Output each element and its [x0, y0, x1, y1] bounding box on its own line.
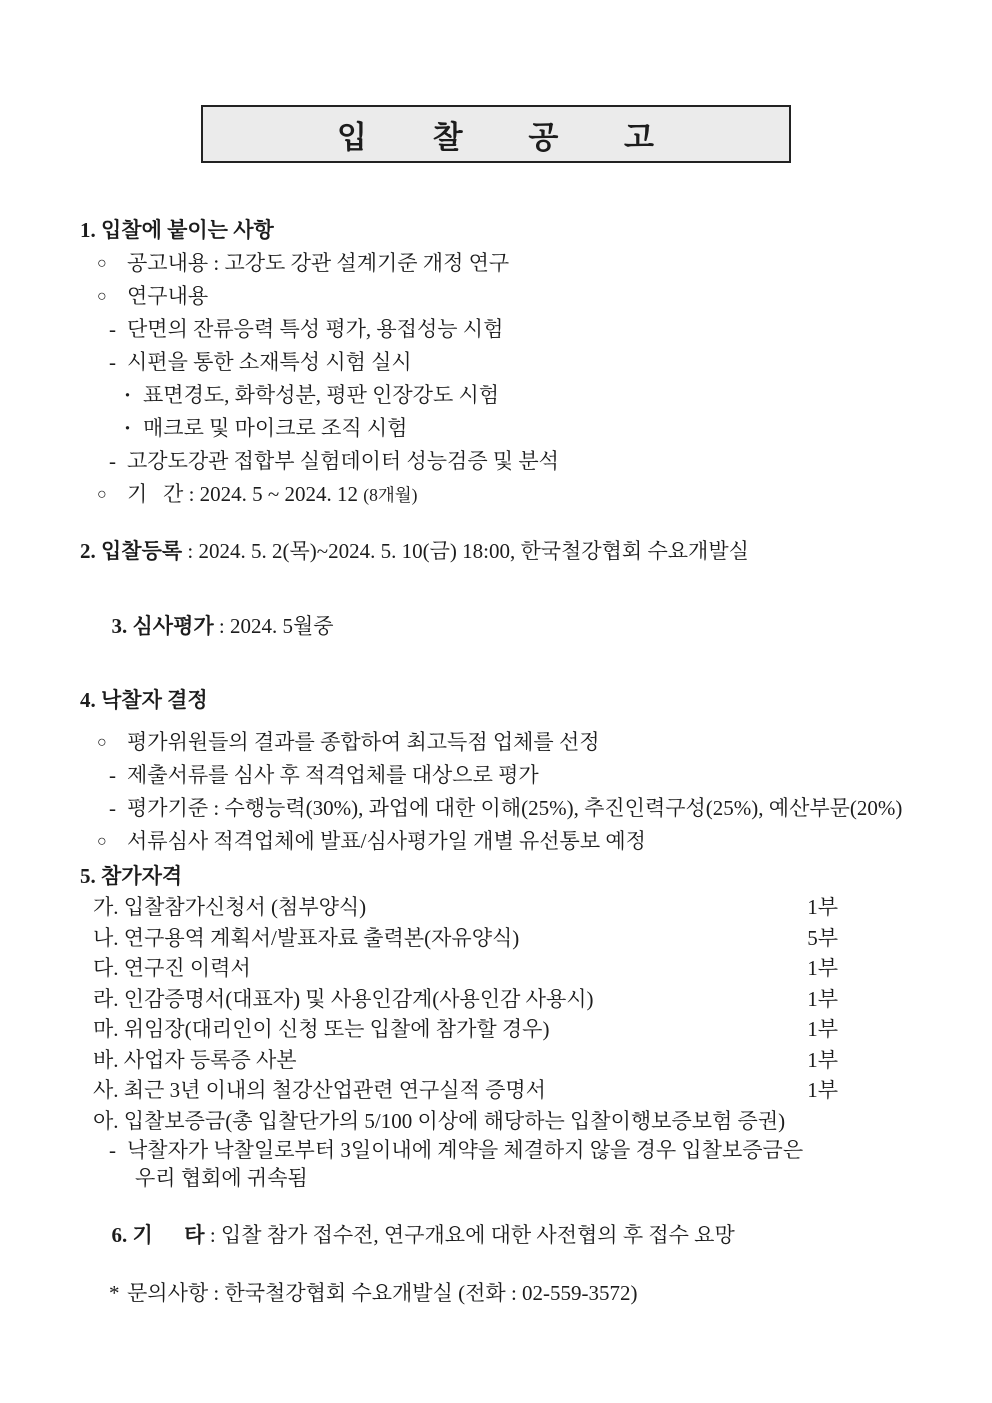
list-item — [80, 478, 936, 512]
requirement-count: 1부 — [807, 895, 838, 919]
requirement-row — [80, 892, 838, 923]
list-item — [80, 726, 936, 759]
requirement-label: 아. 입찰보증금(총 입찰단가의 5/100 이상에 해당하는 입찰이행보증보험 증권) — [93, 1108, 786, 1133]
list-item — [80, 412, 936, 445]
dash-bullet: - — [109, 763, 116, 787]
requirement-label: 나. 연구용역 계획서/발표자료 출력본(자유양식) — [93, 925, 520, 950]
requirement-count: 5부 — [807, 925, 838, 950]
requirement-label: 다. 연구진 이력서 — [93, 956, 251, 980]
deposit-note-line-2: 우리 협회에 귀속됨 — [135, 1166, 308, 1190]
contact-note-text: 문의사항 : 한국철강협회 수요개발실 (전화 : 02-559-3572) — [127, 1281, 638, 1305]
requirement-row — [80, 1106, 838, 1137]
list-item-text: 매크로 및 마이크로 조직 시험 — [143, 416, 408, 440]
list-item-text: 공고내용 : 고강도 강관 설계기준 개정 연구 — [127, 251, 510, 275]
list-item — [80, 247, 936, 280]
separator: : — [204, 1223, 221, 1247]
separator: : — [213, 614, 230, 638]
section-6-line — [80, 1192, 936, 1279]
section-2-label: 2. 입찰등록 — [80, 539, 183, 563]
dash-bullet: - — [109, 317, 116, 341]
requirement-count: 1부 — [807, 1078, 838, 1102]
requirement-label: 가. 입찰참가신청서 (첨부양식) — [93, 895, 367, 919]
list-item-text: 단면의 잔류응력 특성 평가, 용접성능 시험 — [127, 317, 504, 341]
requirement-row — [80, 1014, 838, 1045]
requirement-row — [80, 984, 838, 1015]
list-item-text: 연구내용 — [127, 284, 209, 308]
requirement-row — [80, 1075, 838, 1106]
list-item-text: 평가기준 : 수행능력(30%), 과업에 대한 이해(25%), 추진인력구성(25%), 예산부문(20%) — [127, 796, 903, 820]
asterisk-bullet: * — [109, 1281, 120, 1305]
separator: : — [182, 539, 199, 563]
requirement-label: 바. 사업자 등록증 사본 — [93, 1047, 297, 1072]
section-5-heading: 5. 참가자격 — [80, 864, 183, 888]
section-4-heading: 4. 낙찰자 결정 — [80, 688, 208, 712]
section-6-label: 6. 기 타 — [111, 1223, 205, 1247]
dash-bullet: - — [109, 350, 116, 374]
section-1-heading: 1. 입찰에 붙이는 사항 — [80, 218, 274, 242]
period-text: 기 간 : 2024. 5 ~ 2024. 12 — [127, 482, 364, 506]
section-6-value: 입찰 참가 접수전, 연구개요에 대한 사전협의 후 접수 요망 — [220, 1223, 735, 1247]
list-item — [80, 445, 936, 478]
circle-bullet: ○ — [97, 255, 107, 272]
list-item-text: 제출서류를 심사 후 적격업체를 대상으로 평가 — [127, 763, 539, 787]
deposit-note-text: 낙찰자가 낙찰일로부터 3일이내에 계약을 체결하지 않을 경우 입찰보증금은 — [127, 1138, 804, 1162]
circle-bullet: ○ — [97, 288, 107, 305]
list-item-text — [127, 478, 418, 512]
list-item-text: 표면경도, 화학성분, 평판 인장강도 시험 — [143, 383, 500, 407]
circle-bullet: ○ — [97, 734, 107, 751]
section-2-value: 2024. 5. 2(목)~2024. 5. 10(금) 18:00, 한국철강협회 수요개발실 — [198, 539, 749, 563]
requirement-count: 1부 — [807, 1017, 838, 1041]
section-3-value: 2024. 5월중 — [230, 614, 334, 638]
list-item-text: 서류심사 적격업체에 발표/심사평가일 개별 유선통보 예정 — [127, 829, 646, 853]
list-item — [80, 792, 936, 825]
requirement-row — [80, 1045, 838, 1076]
dash-bullet: - — [109, 449, 116, 473]
requirement-row — [80, 923, 838, 954]
requirement-label: 마. 위임장(대리인이 신청 또는 입찰에 참가할 경우) — [93, 1017, 550, 1041]
page-title: 입 찰 공 고 — [336, 119, 656, 155]
requirement-label: 라. 인감증명서(대표자) 및 사용인감계(사용인감 사용시) — [93, 986, 594, 1011]
title-box — [201, 105, 791, 163]
period-duration-note: (8개월) — [363, 485, 418, 505]
list-item-text: 평가위원들의 결과를 종합하여 최고득점 업체를 선정 — [127, 730, 600, 754]
list-item — [80, 313, 936, 346]
contact-note-line — [80, 1279, 936, 1307]
section-3-line — [80, 577, 936, 676]
requirement-count: 1부 — [807, 1047, 838, 1072]
requirement-label: 사. 최근 3년 이내의 철강산업관련 연구실적 증명서 — [93, 1078, 546, 1102]
circle-bullet: ○ — [97, 833, 107, 850]
list-item — [80, 280, 936, 313]
requirement-row — [80, 953, 838, 984]
list-item — [80, 825, 936, 858]
requirement-count: 1부 — [807, 986, 838, 1011]
list-item — [80, 346, 936, 379]
dash-bullet: - — [109, 1138, 116, 1162]
deposit-note-line-1 — [80, 1136, 936, 1164]
section-3-label: 3. 심사평가 — [111, 614, 214, 638]
requirement-count: 1부 — [807, 956, 838, 980]
list-item-text: 고강도강관 접합부 실험데이터 성능검증 및 분석 — [127, 449, 559, 473]
dot-bullet: · — [124, 383, 132, 407]
list-item-text: 시편을 통한 소재특성 시험 실시 — [127, 350, 412, 374]
dash-bullet: - — [109, 796, 116, 820]
list-item — [80, 759, 936, 792]
section-2-line — [80, 535, 936, 568]
document-body — [0, 214, 992, 1307]
dot-bullet: · — [124, 416, 132, 440]
circle-bullet: ○ — [97, 486, 107, 503]
list-item — [80, 379, 936, 412]
